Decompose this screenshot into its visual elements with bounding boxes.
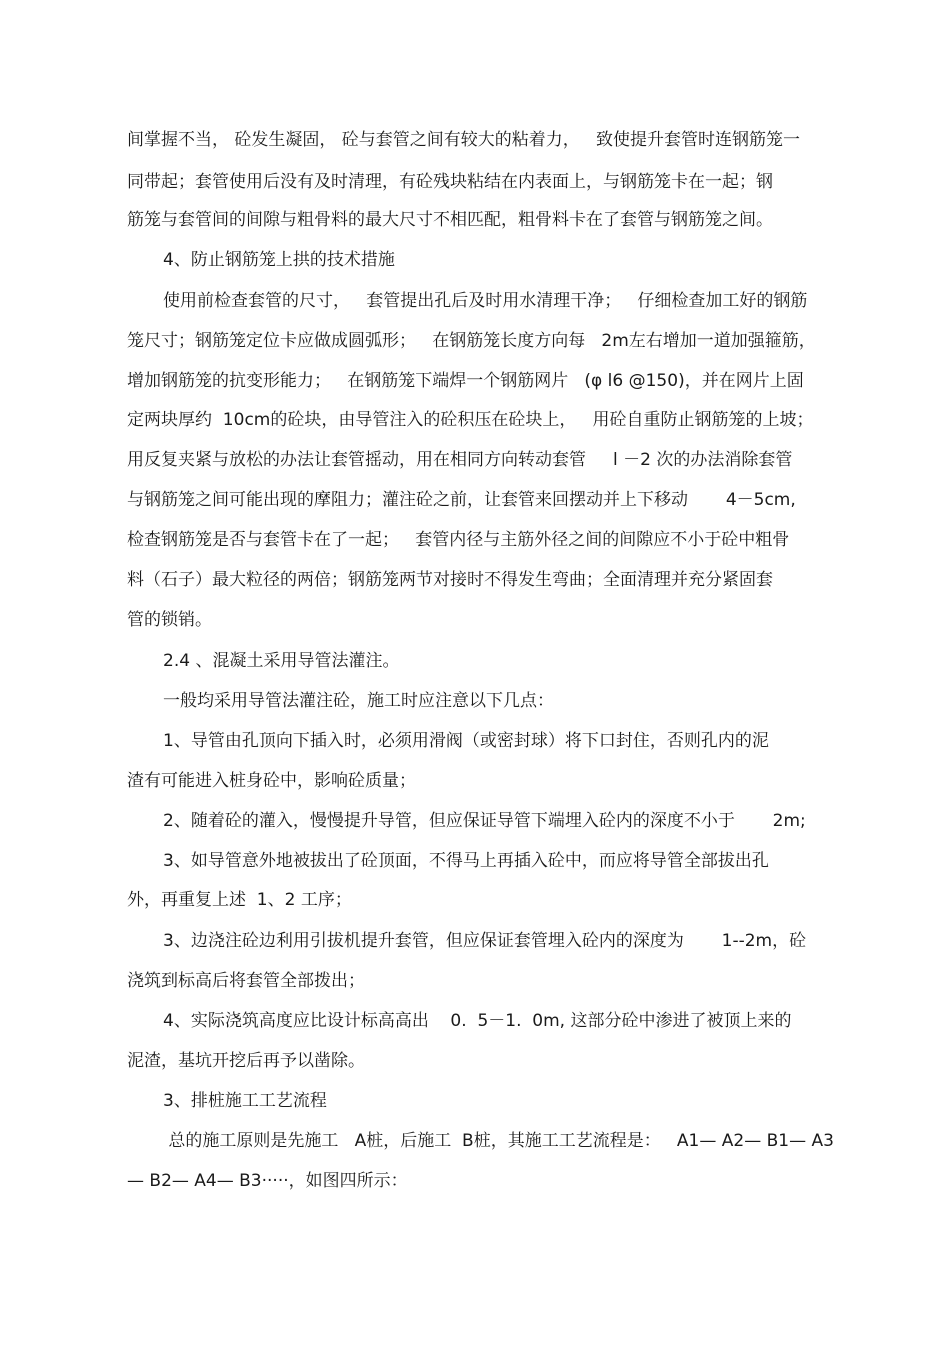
text-line: 总的施工原则是先施工 A桩，后施工 B桩，其施工工艺流程是： A1— A2— B1— A3 [163,1131,834,1151]
text-line: 外，再重复上述 1、2 工序； [127,890,352,910]
text-line: 检查钢筋笼是否与套管卡在了一起； 套管内径与主筋外径之间的间隙应不小于砼中粗骨 [127,530,790,550]
list-item: 2、随着砼的灌入，慢慢提升导管，但应保证导管下端埋入砼内的深度不小于 2m; [163,811,806,831]
text-line: 使用前检查套管的尺寸， 套管提出孔后及时用水清理干净； 仔细检查加工好的钢筋 [163,291,808,311]
text-line: 定两块厚约 10cm的砼块，由导管注入的砼积压在砼块上， 用砼自重防止钢筋笼的上坡； [127,410,814,430]
text-line: 筋笼与套管间的间隙与粗骨料的最大尺寸不相匹配，粗骨料卡在了套管与钢筋笼之间。 [127,210,773,230]
text-line: 笼尺寸；钢筋笼定位卡应做成圆弧形； 在钢筋笼长度方向每 2m左右增加一道加强箍筋， [127,331,816,351]
text-line: 与钢筋笼之间可能出现的摩阻力；灌注砼之前，让套管来回摆动并上下移动 4－5cm, [127,490,796,510]
text-line: 浇筑到标高后将套管全部拨出； [127,971,365,991]
text-line: 用反复夹紧与放松的办法让套管摇动，用在相同方向转动套管 l －2 次的办法消除套管 [127,450,793,470]
text-line: 泥渣，基坑开挖后再予以凿除。 [127,1051,365,1071]
text-line: 一般均采用导管法灌注砼，施工时应注意以下几点： [163,691,554,711]
list-item: 4、实际浇筑高度应比设计标高高出 0. 5－1. 0m, 这部分砼中渗进了被顶上来的 [163,1011,792,1031]
text-line: 同带起；套管使用后没有及时清理，有砼残块粘结在内表面上，与钢筋笼卡在一起；钢 [127,172,773,192]
text-line: 增加钢筋笼的抗变形能力； 在钢筋笼下端焊一个钢筋网片 (φ l6 @150)，并在网片上固 [127,371,804,391]
text-line: 管的锁销。 [127,610,212,630]
text-line: 渣有可能进入桩身砼中，影响砼质量； [127,771,416,791]
section-heading: 3、排桩施工工艺流程 [163,1091,327,1111]
text-line: 料（石子）最大粒径的两倍；钢筋笼两节对接时不得发生弯曲；全面清理并充分紧固套 [127,570,773,590]
text-line: 间掌握不当， 砼发生凝固， 砼与套管之间有较大的粘着力， 致使提升套管时连钢筋笼一 [127,130,801,150]
list-item: 3、边浇注砼边利用引拔机提升套管，但应保证套管埋入砼内的深度为 1--2m，砼 [163,931,807,951]
section-heading: 2.4 、混凝土采用导管法灌注。 [163,651,400,671]
section-heading: 4、防止钢筋笼上拱的技术措施 [163,250,395,270]
list-item: 3、如导管意外地被拔出了砼顶面，不得马上再插入砼中，而应将导管全部拔出孔 [163,851,769,871]
text-line: — B2— A4— B3·····，如图四所示： [127,1171,408,1191]
list-item: 1、导管由孔顶向下插入时，必须用滑阀（或密封球）将下口封住，否则孔内的泥 [163,731,769,751]
